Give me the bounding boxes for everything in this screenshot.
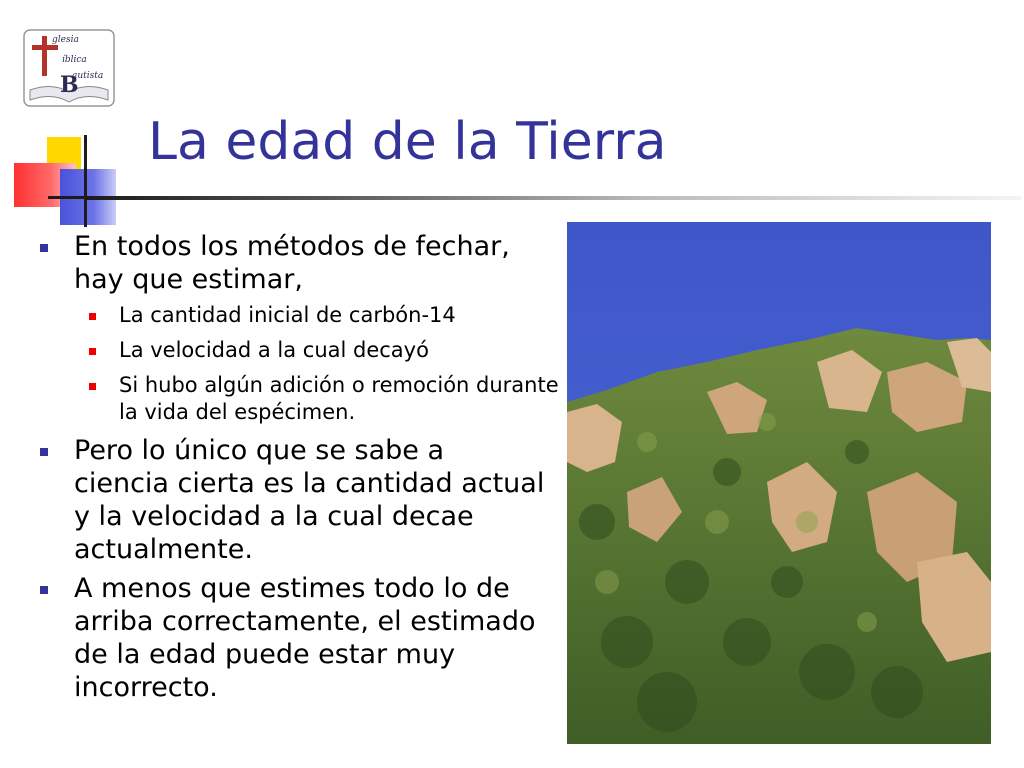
hillside-photo	[567, 222, 991, 744]
bullet-item	[36, 230, 546, 296]
ornament-vertical-line	[84, 135, 87, 227]
bullet-item	[36, 572, 546, 704]
sub-bullet-item	[36, 372, 569, 426]
sub-bullet-text: Si hubo algún adición o remoción durante la vida del espécimen.	[119, 373, 559, 424]
sub-bullet-square-icon	[89, 383, 96, 390]
sub-bullet-square-icon	[89, 313, 96, 320]
bullet-text: En todos los métodos de fechar, hay que estimar,	[74, 231, 510, 295]
sub-bullet-square-icon	[89, 348, 96, 355]
sub-bullet-text: La cantidad inicial de carbón-14	[119, 303, 456, 327]
bullet-list	[36, 230, 559, 710]
svg-text:íblica	[62, 54, 87, 65]
bullet-square-icon	[40, 586, 48, 594]
title-rule	[86, 196, 1022, 200]
church-logo	[22, 28, 116, 108]
bullet-square-icon	[40, 244, 48, 252]
svg-text:B: B	[60, 72, 79, 98]
bullet-item	[36, 434, 546, 566]
sub-bullet-item	[36, 337, 569, 364]
svg-text:autista	[72, 71, 103, 81]
bullet-text: Pero lo único que se sabe a ciencia cierta es la cantidad actual y la velocidad a la cual decae actualmente.	[74, 435, 545, 565]
logo-letters	[52, 35, 79, 45]
sub-bullet-text: La velocidad a la cual decayó	[119, 338, 429, 362]
title-ornament	[0, 125, 160, 235]
logo-line-3: autista	[72, 71, 104, 81]
bullet-text: A menos que estimes todo lo de arriba correctamente, el estimado de la edad puede estar muy incorrecto.	[74, 573, 536, 703]
logo-line-2: íblica	[62, 55, 87, 65]
logo-line-1: glesia	[52, 35, 79, 45]
sub-bullet-item	[36, 302, 569, 329]
slide-title: La edad de la Tierra	[148, 112, 667, 172]
bullet-square-icon	[40, 448, 48, 456]
